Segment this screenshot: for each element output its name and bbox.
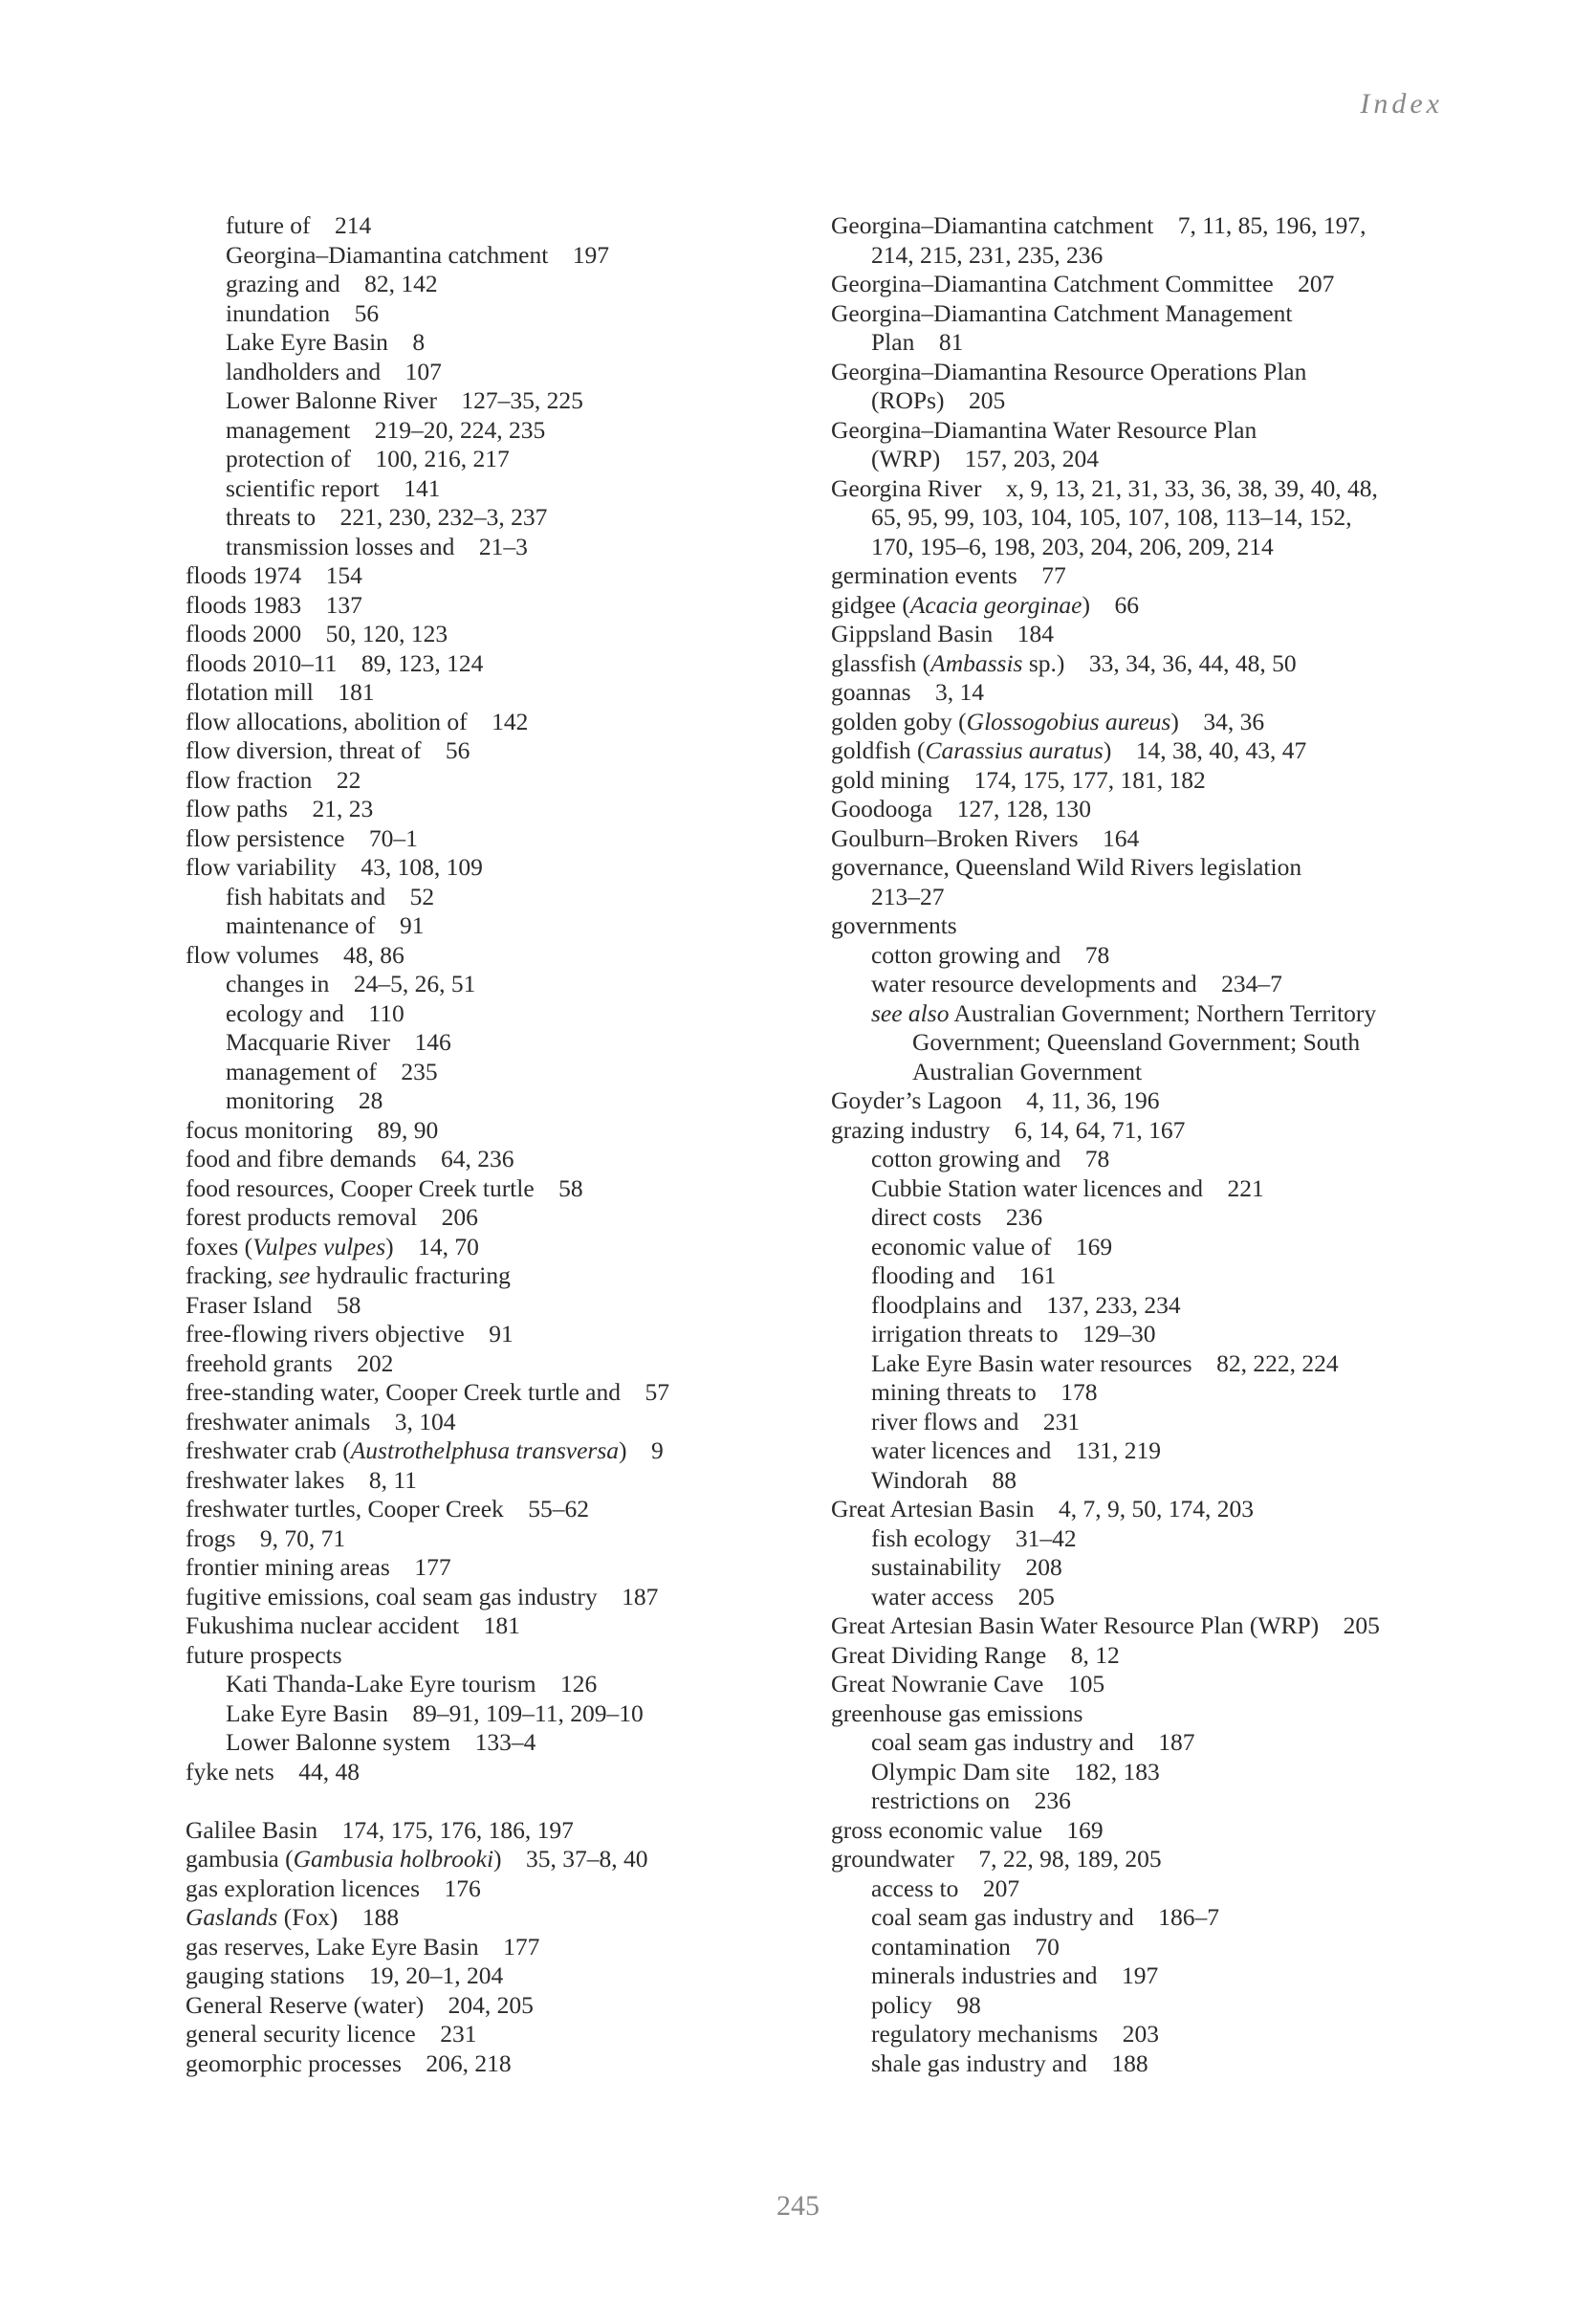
index-entry bbox=[831, 1116, 1462, 1146]
entry-text: groundwater 7, 22, 98, 189, 205 bbox=[831, 1845, 1162, 1873]
entry-text: foxes ( bbox=[186, 1232, 253, 1260]
index-entry bbox=[186, 1203, 817, 1233]
index-subentry bbox=[831, 999, 1462, 1029]
index-entry bbox=[186, 1874, 817, 1904]
index-entry bbox=[831, 299, 1462, 329]
entry-text: ) 14, 38, 40, 43, 47 bbox=[1103, 736, 1307, 764]
index-subentry bbox=[186, 503, 817, 533]
index-subentry bbox=[831, 1145, 1462, 1174]
entry-text: Lake Eyre Basin water resources 82, 222, 224 bbox=[871, 1348, 1339, 1377]
index-entry bbox=[186, 1233, 817, 1262]
italic-term: Vulpes vulpes bbox=[252, 1232, 386, 1260]
index-entry bbox=[186, 591, 817, 621]
index-entry bbox=[831, 474, 1462, 504]
index-entry bbox=[831, 1086, 1462, 1116]
index-entry bbox=[186, 1145, 817, 1174]
index-subentry bbox=[831, 1378, 1462, 1408]
entry-text: direct costs 236 bbox=[871, 1203, 1043, 1231]
entry-text: Fukushima nuclear accident 181 bbox=[186, 1611, 520, 1639]
entry-text: grazing industry 6, 14, 64, 71, 167 bbox=[831, 1115, 1186, 1144]
index-subentry bbox=[186, 299, 817, 329]
entry-text: Georgina–Diamantina Water Resource Plan bbox=[831, 415, 1257, 444]
index-entry bbox=[186, 1933, 817, 1962]
index-entry bbox=[831, 853, 1462, 883]
entry-text: regulatory mechanisms 203 bbox=[871, 2020, 1159, 2048]
index-subentry bbox=[186, 970, 817, 999]
index-subentry bbox=[831, 1291, 1462, 1321]
index-entry bbox=[831, 358, 1462, 387]
index-subentry bbox=[831, 503, 1462, 533]
index-subentry bbox=[831, 1786, 1462, 1816]
index-subentry bbox=[186, 1086, 817, 1116]
italic-term: see bbox=[278, 1261, 311, 1289]
entry-text: Gippsland Basin 184 bbox=[831, 620, 1055, 647]
index-entry bbox=[831, 911, 1462, 941]
index-entry bbox=[186, 1583, 817, 1612]
entry-text: germination events 77 bbox=[831, 561, 1066, 589]
entry-text: gidgee ( bbox=[831, 590, 910, 619]
italic-term: Austrothelphusa transversa bbox=[350, 1436, 619, 1464]
running-head: Index bbox=[1360, 88, 1443, 120]
index-subentry bbox=[831, 1961, 1462, 1991]
entry-text: flow paths 21, 23 bbox=[186, 795, 374, 822]
entry-text: irrigation threats to 129–30 bbox=[871, 1320, 1156, 1347]
entry-text: monitoring 28 bbox=[226, 1086, 383, 1114]
entry-text: Great Dividing Range 8, 12 bbox=[831, 1640, 1120, 1669]
entry-text: geomorphic processes 206, 218 bbox=[186, 2048, 512, 2077]
index-entry bbox=[186, 2020, 817, 2049]
index-subentry bbox=[831, 1028, 1462, 1058]
index-subentry bbox=[831, 1233, 1462, 1262]
entry-text: hydraulic fracturing bbox=[310, 1261, 511, 1289]
index-subentry bbox=[186, 883, 817, 912]
entry-text: food resources, Cooper Creek turtle 58 bbox=[186, 1173, 583, 1202]
entry-text: coal seam gas industry and 186–7 bbox=[871, 1903, 1220, 1931]
entry-text: Goodooga 127, 128, 130 bbox=[831, 795, 1091, 822]
index-entry bbox=[831, 766, 1462, 796]
entry-text: gambusia ( bbox=[186, 1845, 294, 1873]
entry-text: Georgina–Diamantina Resource Operations Plan bbox=[831, 357, 1307, 385]
entry-text: gas reserves, Lake Eyre Basin 177 bbox=[186, 1932, 540, 1960]
index-entry bbox=[186, 941, 817, 971]
entry-text: Goyder’s Lagoon 4, 11, 36, 196 bbox=[831, 1086, 1160, 1114]
entry-text: golden goby ( bbox=[831, 707, 967, 735]
index-subentry bbox=[186, 270, 817, 299]
index-entry bbox=[831, 1699, 1462, 1729]
entry-text: Georgina–Diamantina catchment 7, 11, 85, 196, 197, bbox=[831, 211, 1366, 239]
entry-text: Macquarie River 146 bbox=[226, 1028, 451, 1056]
index-entry bbox=[186, 1495, 817, 1524]
italic-term: Acacia georginae bbox=[909, 590, 1082, 619]
entry-text: Georgina River x, 9, 13, 21, 31, 33, 36, 38, 39, 40, 48, bbox=[831, 473, 1378, 502]
entry-text: grazing and 82, 142 bbox=[226, 270, 438, 297]
index-entry bbox=[186, 736, 817, 766]
page-number: 245 bbox=[776, 2190, 820, 2222]
index-subentry bbox=[186, 1058, 817, 1087]
entry-text: free-flowing rivers objective 91 bbox=[186, 1320, 514, 1347]
index-entry bbox=[186, 708, 817, 737]
entry-text: General Reserve (water) 204, 205 bbox=[186, 1990, 534, 2019]
index-subentry bbox=[186, 211, 817, 241]
entry-text: fish habitats and 52 bbox=[226, 882, 435, 910]
index-subentry bbox=[831, 445, 1462, 474]
entry-text: changes in 24–5, 26, 51 bbox=[226, 970, 476, 997]
index-entry bbox=[186, 1116, 817, 1146]
entry-text: ) 9 bbox=[619, 1436, 664, 1464]
index-entry bbox=[186, 1758, 817, 1787]
entry-text: floodplains and 137, 233, 234 bbox=[871, 1290, 1181, 1319]
entry-text: gauging stations 19, 20–1, 204 bbox=[186, 1961, 504, 1989]
entry-text: flow allocations, abolition of 142 bbox=[186, 707, 529, 735]
index-entry bbox=[186, 1553, 817, 1583]
index-column-right bbox=[831, 211, 1462, 2078]
entry-text: economic value of 169 bbox=[871, 1232, 1113, 1260]
index-subentry bbox=[831, 1058, 1462, 1087]
index-entry bbox=[186, 1436, 817, 1466]
index-entry bbox=[831, 824, 1462, 854]
index-entry bbox=[831, 708, 1462, 737]
index-subentry bbox=[831, 1408, 1462, 1437]
entry-text: gross economic value 169 bbox=[831, 1815, 1104, 1844]
entry-text: sustainability 208 bbox=[871, 1553, 1062, 1581]
index-subentry bbox=[831, 1203, 1462, 1233]
entry-text: water access 205 bbox=[871, 1582, 1055, 1610]
letter-group-gap bbox=[186, 1786, 817, 1816]
entry-text: scientific report 141 bbox=[226, 473, 441, 502]
index-subentry bbox=[831, 2020, 1462, 2049]
index-entry bbox=[186, 561, 817, 591]
index-subentry bbox=[831, 386, 1462, 416]
index-entry bbox=[186, 853, 817, 883]
index-entry bbox=[831, 649, 1462, 679]
entry-text: minerals industries and 197 bbox=[871, 1961, 1159, 1989]
index-entry bbox=[186, 1641, 817, 1671]
entry-text: Kati Thanda-Lake Eyre tourism 126 bbox=[226, 1670, 598, 1698]
entry-text: fyke nets 44, 48 bbox=[186, 1757, 361, 1785]
entry-text: 170, 195–6, 198, 203, 204, 206, 209, 214 bbox=[871, 532, 1274, 560]
entry-text: gas exploration licences 176 bbox=[186, 1873, 481, 1902]
index-entry bbox=[186, 678, 817, 708]
index-entry bbox=[186, 1611, 817, 1641]
entry-text: ) 35, 37–8, 40 bbox=[493, 1845, 648, 1873]
index-subentry bbox=[831, 1261, 1462, 1291]
entry-text: future of 214 bbox=[226, 211, 372, 239]
index-entry bbox=[186, 620, 817, 649]
entry-text: cotton growing and 78 bbox=[871, 1145, 1110, 1172]
entry-text: Goulburn–Broken Rivers 164 bbox=[831, 823, 1140, 852]
entry-text: Lake Eyre Basin 89–91, 109–11, 209–10 bbox=[226, 1698, 644, 1727]
entry-text: access to 207 bbox=[871, 1873, 1020, 1902]
entry-text: flow diversion, threat of 56 bbox=[186, 736, 470, 764]
index-entry bbox=[186, 1903, 817, 1933]
index-entry bbox=[186, 1378, 817, 1408]
entry-text: flotation mill 181 bbox=[186, 678, 375, 706]
index-subentry bbox=[186, 1699, 817, 1729]
index-entry bbox=[831, 678, 1462, 708]
entry-text: ) 34, 36 bbox=[1170, 707, 1265, 735]
entry-text: mining threats to 178 bbox=[871, 1378, 1098, 1406]
index-entry bbox=[186, 1349, 817, 1379]
index-entry bbox=[186, 1174, 817, 1204]
index-entry bbox=[186, 766, 817, 796]
index-subentry bbox=[186, 533, 817, 562]
entry-text: flooding and 161 bbox=[871, 1261, 1057, 1289]
entry-text: floods 1974 154 bbox=[186, 561, 362, 589]
entry-text: Lake Eyre Basin 8 bbox=[226, 328, 426, 356]
index-subentry bbox=[186, 328, 817, 358]
italic-term: see also bbox=[871, 998, 950, 1027]
entry-text: ) 66 bbox=[1082, 590, 1139, 619]
entry-text: Lower Balonne system 133–4 bbox=[226, 1728, 536, 1756]
index-subentry bbox=[831, 941, 1462, 971]
index-subentry bbox=[186, 1728, 817, 1758]
entry-text: water licences and 131, 219 bbox=[871, 1436, 1162, 1464]
index-subentry bbox=[831, 1758, 1462, 1787]
entry-text: frogs 9, 70, 71 bbox=[186, 1523, 346, 1552]
entry-text: freshwater animals 3, 104 bbox=[186, 1407, 456, 1435]
entry-text: Great Artesian Basin 4, 7, 9, 50, 174, 203 bbox=[831, 1495, 1254, 1522]
index-subentry bbox=[831, 1933, 1462, 1962]
entry-text: floods 2000 50, 120, 123 bbox=[186, 620, 448, 647]
entry-text: protection of 100, 216, 217 bbox=[226, 445, 510, 472]
index-entry bbox=[186, 1845, 817, 1874]
index-column-left bbox=[186, 211, 817, 2078]
entry-text: Windorah 88 bbox=[871, 1465, 1017, 1494]
entry-text: flow volumes 48, 86 bbox=[186, 940, 404, 969]
index-subentry bbox=[186, 1028, 817, 1058]
index-subentry bbox=[831, 970, 1462, 999]
entry-text: Georgina–Diamantina Catchment Committee 207 bbox=[831, 270, 1335, 297]
entry-text: (Fox) 188 bbox=[277, 1903, 400, 1931]
entry-text: floods 2010–11 89, 123, 124 bbox=[186, 648, 484, 677]
entry-text: Australian Government bbox=[912, 1057, 1143, 1085]
entry-text: (WRP) 157, 203, 204 bbox=[871, 445, 1099, 472]
entry-text: free-standing water, Cooper Creek turtle and 57 bbox=[186, 1378, 669, 1406]
index-entry bbox=[831, 620, 1462, 649]
entry-text: river flows and 231 bbox=[871, 1407, 1081, 1435]
entry-text: freshwater crab ( bbox=[186, 1436, 351, 1464]
entry-text: Great Artesian Basin Water Resource Plan (WRP) 205 bbox=[831, 1611, 1380, 1639]
index-entry bbox=[186, 795, 817, 824]
entry-text: inundation 56 bbox=[226, 298, 380, 327]
entry-text: frontier mining areas 177 bbox=[186, 1553, 451, 1581]
index-entry bbox=[186, 649, 817, 679]
italic-term: Ambassis bbox=[930, 648, 1023, 677]
entry-text: 65, 95, 99, 103, 104, 105, 107, 108, 113–14, 152, bbox=[871, 503, 1352, 531]
entry-text: fish ecology 31–42 bbox=[871, 1523, 1077, 1552]
entry-text: ecology and 110 bbox=[226, 998, 404, 1027]
index-entry bbox=[831, 736, 1462, 766]
entry-text: 213–27 bbox=[871, 882, 945, 910]
index-entry bbox=[831, 591, 1462, 621]
entry-text: fracking, bbox=[186, 1261, 279, 1289]
entry-text: sp.) 33, 34, 36, 44, 48, 50 bbox=[1022, 648, 1297, 677]
entry-text: Lower Balonne River 127–35, 225 bbox=[226, 386, 583, 414]
entry-text: goannas 3, 14 bbox=[831, 678, 985, 706]
entry-text: coal seam gas industry and 187 bbox=[871, 1728, 1195, 1756]
index-subentry bbox=[831, 241, 1462, 271]
index-entry bbox=[186, 1816, 817, 1846]
index-entry bbox=[831, 561, 1462, 591]
index-subentry bbox=[186, 999, 817, 1029]
index-entry bbox=[831, 1495, 1462, 1524]
index-entry bbox=[831, 270, 1462, 299]
index-entry bbox=[831, 1845, 1462, 1874]
italic-term: Gambusia holbrooki bbox=[293, 1845, 494, 1873]
entry-text: management 219–20, 224, 235 bbox=[226, 415, 546, 444]
index-subentry bbox=[186, 1670, 817, 1699]
index-entry bbox=[186, 1320, 817, 1349]
entry-text: Great Nowranie Cave 105 bbox=[831, 1670, 1105, 1698]
entry-text: threats to 221, 230, 232–3, 237 bbox=[226, 503, 548, 531]
index-entry bbox=[831, 1816, 1462, 1846]
index-subentry bbox=[831, 1874, 1462, 1904]
index-entry bbox=[186, 1961, 817, 1991]
index-subentry bbox=[831, 1174, 1462, 1204]
entry-text: greenhouse gas emissions bbox=[831, 1698, 1083, 1727]
entry-text: management of 235 bbox=[226, 1057, 438, 1085]
entry-text: Galilee Basin 174, 175, 176, 186, 197 bbox=[186, 1815, 574, 1844]
entry-text: water resource developments and 234–7 bbox=[871, 970, 1282, 997]
entry-text: Government; Queensland Government; South bbox=[912, 1028, 1361, 1056]
index-subentry bbox=[831, 1903, 1462, 1933]
index-entry bbox=[186, 1261, 817, 1291]
entry-text: gold mining 174, 175, 177, 181, 182 bbox=[831, 765, 1206, 794]
index-entry bbox=[831, 211, 1462, 241]
entry-text: Cubbie Station water licences and 221 bbox=[871, 1173, 1264, 1202]
entry-text: maintenance of 91 bbox=[226, 911, 425, 939]
entry-text: Fraser Island 58 bbox=[186, 1290, 361, 1319]
entry-text: freshwater turtles, Cooper Creek 55–62 bbox=[186, 1495, 590, 1522]
index-subentry bbox=[831, 883, 1462, 912]
italic-term: Carassius auratus bbox=[925, 736, 1104, 764]
italic-term: Gaslands bbox=[186, 1903, 278, 1931]
entry-text: policy 98 bbox=[871, 1990, 981, 2019]
entry-text: governance, Queensland Wild Rivers legislation bbox=[831, 853, 1302, 881]
entry-text: general security licence 231 bbox=[186, 2020, 477, 2048]
index-subentry bbox=[831, 1524, 1462, 1554]
index-entry bbox=[186, 2049, 817, 2079]
index-entry bbox=[186, 824, 817, 854]
index-entry bbox=[831, 795, 1462, 824]
entry-text: flow fraction 22 bbox=[186, 765, 361, 794]
index-subentry bbox=[831, 2049, 1462, 2079]
entry-text: Australian Government; Northern Territory bbox=[949, 998, 1377, 1027]
index-entry bbox=[186, 1524, 817, 1554]
italic-term: Glossogobius aureus bbox=[966, 707, 1171, 735]
entry-text: 214, 215, 231, 235, 236 bbox=[871, 240, 1104, 269]
index-subentry bbox=[186, 911, 817, 941]
entry-text: future prospects bbox=[186, 1640, 342, 1669]
index-subentry bbox=[831, 1728, 1462, 1758]
index-subentry bbox=[831, 1553, 1462, 1583]
entry-text: Olympic Dam site 182, 183 bbox=[871, 1757, 1160, 1785]
index-subentry bbox=[186, 386, 817, 416]
index-subentry bbox=[831, 1466, 1462, 1496]
index-subentry bbox=[831, 328, 1462, 358]
index-entry bbox=[186, 1408, 817, 1437]
index-subentry bbox=[831, 1991, 1462, 2021]
index-entry bbox=[831, 1641, 1462, 1671]
index-subentry bbox=[186, 241, 817, 271]
index-subentry bbox=[831, 533, 1462, 562]
entry-text: focus monitoring 89, 90 bbox=[186, 1115, 439, 1144]
index-subentry bbox=[186, 445, 817, 474]
index-subentry bbox=[831, 1436, 1462, 1466]
entry-text: ) 14, 70 bbox=[385, 1232, 479, 1260]
index-entry bbox=[831, 1611, 1462, 1641]
index-subentry bbox=[831, 1349, 1462, 1379]
entry-text: floods 1983 137 bbox=[186, 590, 362, 619]
entry-text: goldfish ( bbox=[831, 736, 926, 764]
index-entry bbox=[831, 416, 1462, 446]
entry-text: landholders and 107 bbox=[226, 357, 442, 385]
index-subentry bbox=[831, 1583, 1462, 1612]
entry-text: shale gas industry and 188 bbox=[871, 2048, 1148, 2077]
entry-text: food and fibre demands 64, 236 bbox=[186, 1145, 514, 1172]
entry-text: fugitive emissions, coal seam gas industry 187 bbox=[186, 1582, 659, 1610]
index-subentry bbox=[831, 1320, 1462, 1349]
entry-text: Plan 81 bbox=[871, 328, 964, 356]
index-subentry bbox=[186, 416, 817, 446]
entry-text: (ROPs) 205 bbox=[871, 386, 1006, 414]
index-entry bbox=[186, 1991, 817, 2021]
entry-text: freehold grants 202 bbox=[186, 1348, 394, 1377]
index-subentry bbox=[186, 474, 817, 504]
index-entry bbox=[831, 1670, 1462, 1699]
entry-text: freshwater lakes 8, 11 bbox=[186, 1465, 417, 1494]
index-subentry bbox=[186, 358, 817, 387]
entry-text: cotton growing and 78 bbox=[871, 940, 1110, 969]
entry-text: forest products removal 206 bbox=[186, 1203, 478, 1231]
index-entry bbox=[186, 1291, 817, 1321]
entry-text: transmission losses and 21–3 bbox=[226, 532, 528, 560]
entry-text: flow variability 43, 108, 109 bbox=[186, 853, 483, 881]
entry-text: flow persistence 70–1 bbox=[186, 823, 418, 852]
entry-text: Georgina–Diamantina catchment 197 bbox=[226, 240, 610, 269]
entry-text: governments bbox=[831, 911, 957, 939]
index-entry bbox=[186, 1466, 817, 1496]
entry-text: restrictions on 236 bbox=[871, 1786, 1071, 1814]
entry-text: contamination 70 bbox=[871, 1932, 1060, 1960]
entry-text: glassfish ( bbox=[831, 648, 931, 677]
entry-text: Georgina–Diamantina Catchment Management bbox=[831, 298, 1293, 327]
